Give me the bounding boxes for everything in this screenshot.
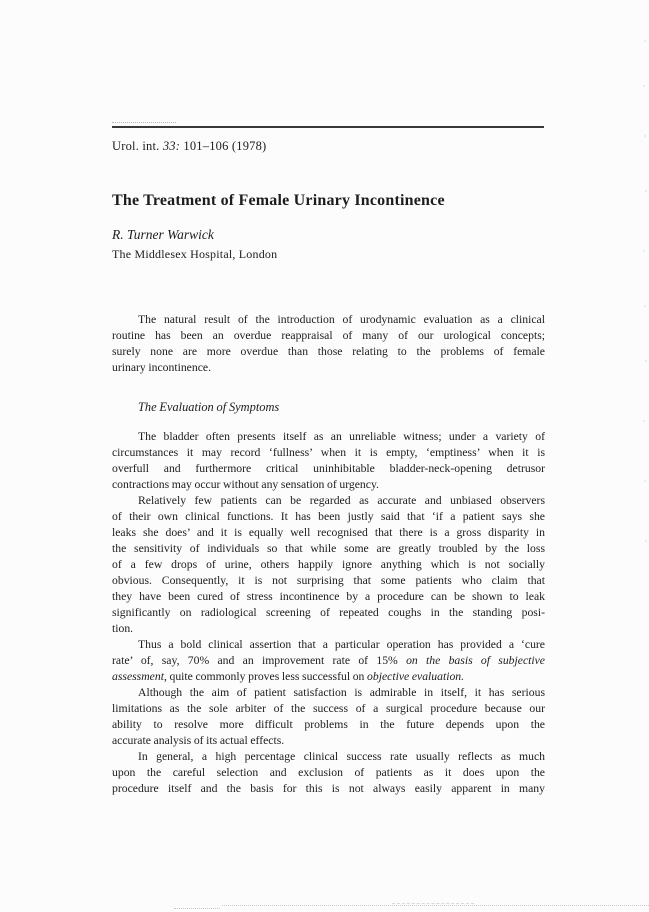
text-segment-italic: on the basis of subjective <box>406 654 545 667</box>
scan-artifact-bottom-dots <box>222 905 649 906</box>
text-line: Thus a bold clinical assertion that a particular operation has provided a ‘cure <box>138 638 545 651</box>
text-segment-italic: assessment <box>112 670 164 683</box>
text-segment: rate’ of, say, 70% and an improvement rate of 15% <box>112 654 407 667</box>
text-line: limitations as the sole arbiter of the success of a surgical procedure because our <box>112 702 545 715</box>
header-rule <box>112 126 544 128</box>
paragraph-unbiased-observers <box>112 493 545 637</box>
paragraph-cure-rate <box>112 637 545 685</box>
text-line: tion. <box>112 622 134 635</box>
text-line: the sensitivity of individuals so that while some are greatly troubled by the loss <box>112 542 545 555</box>
article-body <box>112 312 545 797</box>
text-line: Although the aim of patient satisfaction is admirable in itself, it has serious <box>138 686 545 699</box>
text-line: Relatively few patients can be regarded as accurate and unbiased observers <box>138 494 545 507</box>
text-line <box>112 653 545 669</box>
section-heading-evaluation-of-symptoms: The Evaluation of Symptoms <box>138 400 280 414</box>
text-line: The natural result of the introduction of urodynamic evaluation as a clinical <box>138 313 545 326</box>
scan-artifact-rule-dots <box>112 122 176 123</box>
citation-volume: 33: <box>162 139 181 153</box>
text-line <box>112 669 545 685</box>
author-affiliation: The Middlesex Hospital, London <box>112 247 278 261</box>
text-line: The bladder often presents itself as an unreliable witness; under a variety of <box>138 430 545 443</box>
text-line: overfull and furthermore critical uninhibitable bladder-neck-opening detrusor <box>112 462 545 475</box>
text-line: In general, a high percentage clinical success rate usually reflects as much <box>138 750 545 763</box>
scan-artifact-bottom-dots <box>174 908 220 909</box>
paragraph-intro <box>112 312 545 376</box>
scan-artifact-edge-speckles <box>644 40 646 42</box>
citation-prefix: Urol. int. <box>112 139 163 153</box>
text-segment: , quite commonly proves less successful on <box>163 670 368 683</box>
text-line: of a few drops of urine, others happily ignore anything which is not socially <box>112 558 545 571</box>
article-title: The Treatment of Female Urinary Incontinence <box>112 192 445 209</box>
text-segment-italic: objective evaluation. <box>367 670 465 683</box>
paragraph-patient-satisfaction <box>112 685 545 749</box>
text-line: surely none are more overdue than those relating to the problems of female <box>112 345 545 358</box>
text-line: urinary incontinence. <box>112 361 212 374</box>
text-line: obvious. Consequently, it is not surprising that some patients who claim that <box>112 574 545 587</box>
paragraph-success-rate <box>112 749 545 797</box>
text-line: leaks she does’ and it is equally well recognised that there is a gross disparity in <box>112 526 545 539</box>
text-line: significantly on radiological screening of repeated coughs in the standing posi- <box>112 606 545 619</box>
paragraph-bladder-witness <box>112 429 545 493</box>
text-line: ability to resolve more difficult problems in the future depends upon the <box>112 718 545 731</box>
author-name: R. Turner Warwick <box>112 227 214 242</box>
citation-pages-year: 101–106 (1978) <box>180 139 267 153</box>
text-line: of their own clinical functions. It has been justly said that ‘if a patient says she <box>112 510 545 523</box>
text-line: circumstances it may record ‘fullness’ when it is empty, ‘emptiness’ when it is <box>112 446 545 459</box>
journal-citation <box>112 139 266 154</box>
scan-artifact-bottom-dashes <box>392 903 474 904</box>
text-line: upon the careful selection and exclusion of patients as it does upon the <box>112 766 545 779</box>
text-line: contractions may occur without any sensation of urgency. <box>112 478 379 491</box>
text-line: accurate analysis of its actual effects. <box>112 734 285 747</box>
text-line: procedure itself and the basis for this is not always easily apparent in many <box>112 782 545 795</box>
text-line: routine has been an overdue reappraisal of many of our urological concepts; <box>112 329 545 342</box>
text-line: they have been cured of stress incontinence by a procedure can be shown to leak <box>112 590 545 603</box>
